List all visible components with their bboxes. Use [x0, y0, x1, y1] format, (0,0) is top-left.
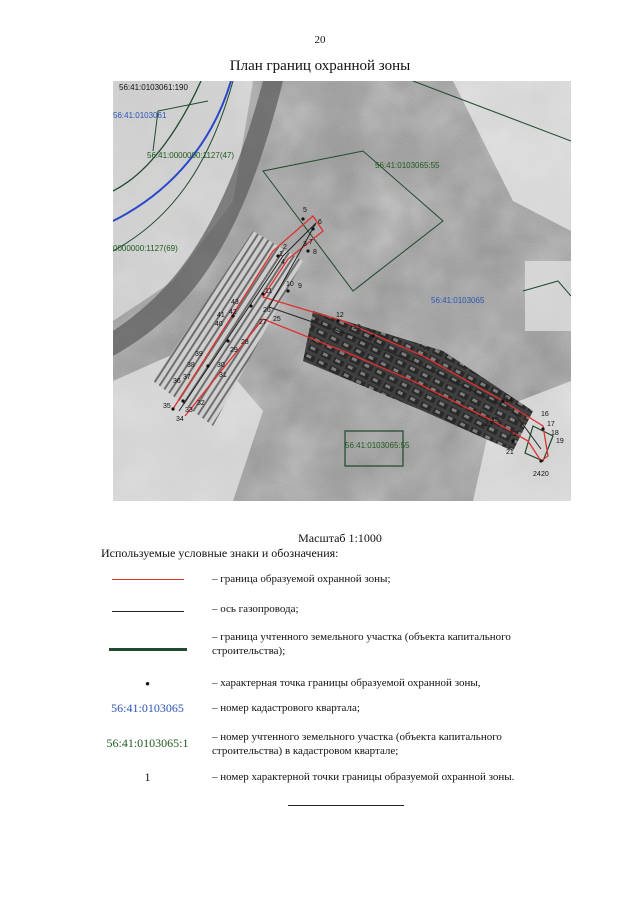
- parcel-label: 0000000:1127(69): [113, 244, 178, 253]
- page-title: План границ охранной зоны: [229, 58, 411, 74]
- point-number: 26: [263, 307, 271, 314]
- point-number: 43: [231, 299, 239, 306]
- point-number: 7: [309, 239, 313, 246]
- point-number: 33: [185, 407, 193, 414]
- parcel-label: 56:41:0103065:55: [345, 441, 410, 450]
- quarter-number-symbol: 56:41:0103065: [111, 701, 184, 715]
- point-number: 1: [279, 251, 283, 258]
- point-number: 39: [195, 351, 203, 358]
- black-line-symbol: [100, 611, 195, 612]
- point-number: 8: [313, 249, 317, 256]
- legend-text: – номер учтенного земельного участка (объекта капитального строительства) в кадастровом квартале;: [212, 731, 502, 757]
- point-number: 35: [163, 403, 171, 410]
- point-number: 5: [303, 207, 307, 214]
- point-number: 4: [281, 259, 285, 266]
- point-symbol: •: [145, 676, 150, 691]
- point-number: 3: [303, 241, 307, 248]
- point-number: 34: [176, 416, 184, 423]
- parcel-number-symbol: 56:41:0103065:1: [106, 736, 189, 750]
- legend-text: – граница учтенного земельного участка (объекта капитального строительства);: [212, 631, 511, 657]
- map-image: [113, 81, 571, 501]
- point-number: 22: [509, 431, 517, 438]
- point-number: 17: [547, 421, 555, 428]
- point-number: 11: [265, 288, 273, 295]
- point-number: 21: [506, 449, 514, 456]
- point-number: 24: [533, 471, 541, 478]
- legend-text: – граница образуемой охранной зоны;: [212, 573, 391, 585]
- point-number: 10: [286, 281, 294, 288]
- legend-heading: Используемые условные знаки и обозначения:: [101, 546, 339, 560]
- point-number: 29: [230, 347, 238, 354]
- point-number: 16: [541, 411, 549, 418]
- point-number: 2: [283, 244, 287, 251]
- point-number: 18: [551, 430, 559, 437]
- page-number: 20: [314, 34, 326, 46]
- green-line-symbol: [100, 648, 195, 651]
- legend-text: – номер характерной точки границы образуемой охранной зоны.: [212, 771, 515, 783]
- quarter-label: 56:41:0103061: [113, 111, 167, 120]
- point-number: 27: [259, 319, 267, 326]
- red-line-symbol: [100, 579, 195, 580]
- point-number: 14: [505, 397, 513, 404]
- point-number: 13: [353, 324, 361, 331]
- end-divider: [288, 805, 404, 806]
- point-number: 36: [173, 378, 181, 385]
- legend-text: – ось газопровода;: [212, 603, 299, 615]
- point-number: 19: [556, 438, 564, 445]
- legend-text: – характерная точка границы образуемой охранной зоны,: [212, 677, 481, 689]
- point-number: 28: [241, 339, 249, 346]
- point-number: 41: [217, 312, 225, 319]
- point-number: 25: [273, 316, 281, 323]
- point-number: 12: [336, 312, 344, 319]
- parcel-label: 56:41:0103065:55: [375, 161, 440, 170]
- cadastral-map: [113, 81, 571, 501]
- legend-text: – номер кадастрового квартала;: [212, 702, 360, 714]
- scale-caption: Масштаб 1:1000: [298, 531, 382, 545]
- point-number: 40: [215, 321, 223, 328]
- point-number: 9: [298, 283, 302, 290]
- parcel-label: 56:41:0103061:190: [119, 83, 188, 92]
- point-number: 23: [485, 421, 493, 428]
- point-number: 42: [229, 309, 237, 316]
- parcel-label: 56:41:0000000:1127(47): [147, 151, 235, 160]
- point-number: 15: [491, 417, 499, 424]
- point-number: 37: [183, 374, 191, 381]
- point-number: 32: [197, 400, 205, 407]
- point-number: 20: [541, 471, 549, 478]
- point-number: 30: [217, 362, 225, 369]
- point-number: 31: [219, 372, 227, 379]
- point-number-symbol: 1: [144, 770, 151, 784]
- point-number: 38: [187, 362, 195, 369]
- point-number: 6: [318, 219, 322, 226]
- quarter-label: 56:41:0103065: [431, 296, 485, 305]
